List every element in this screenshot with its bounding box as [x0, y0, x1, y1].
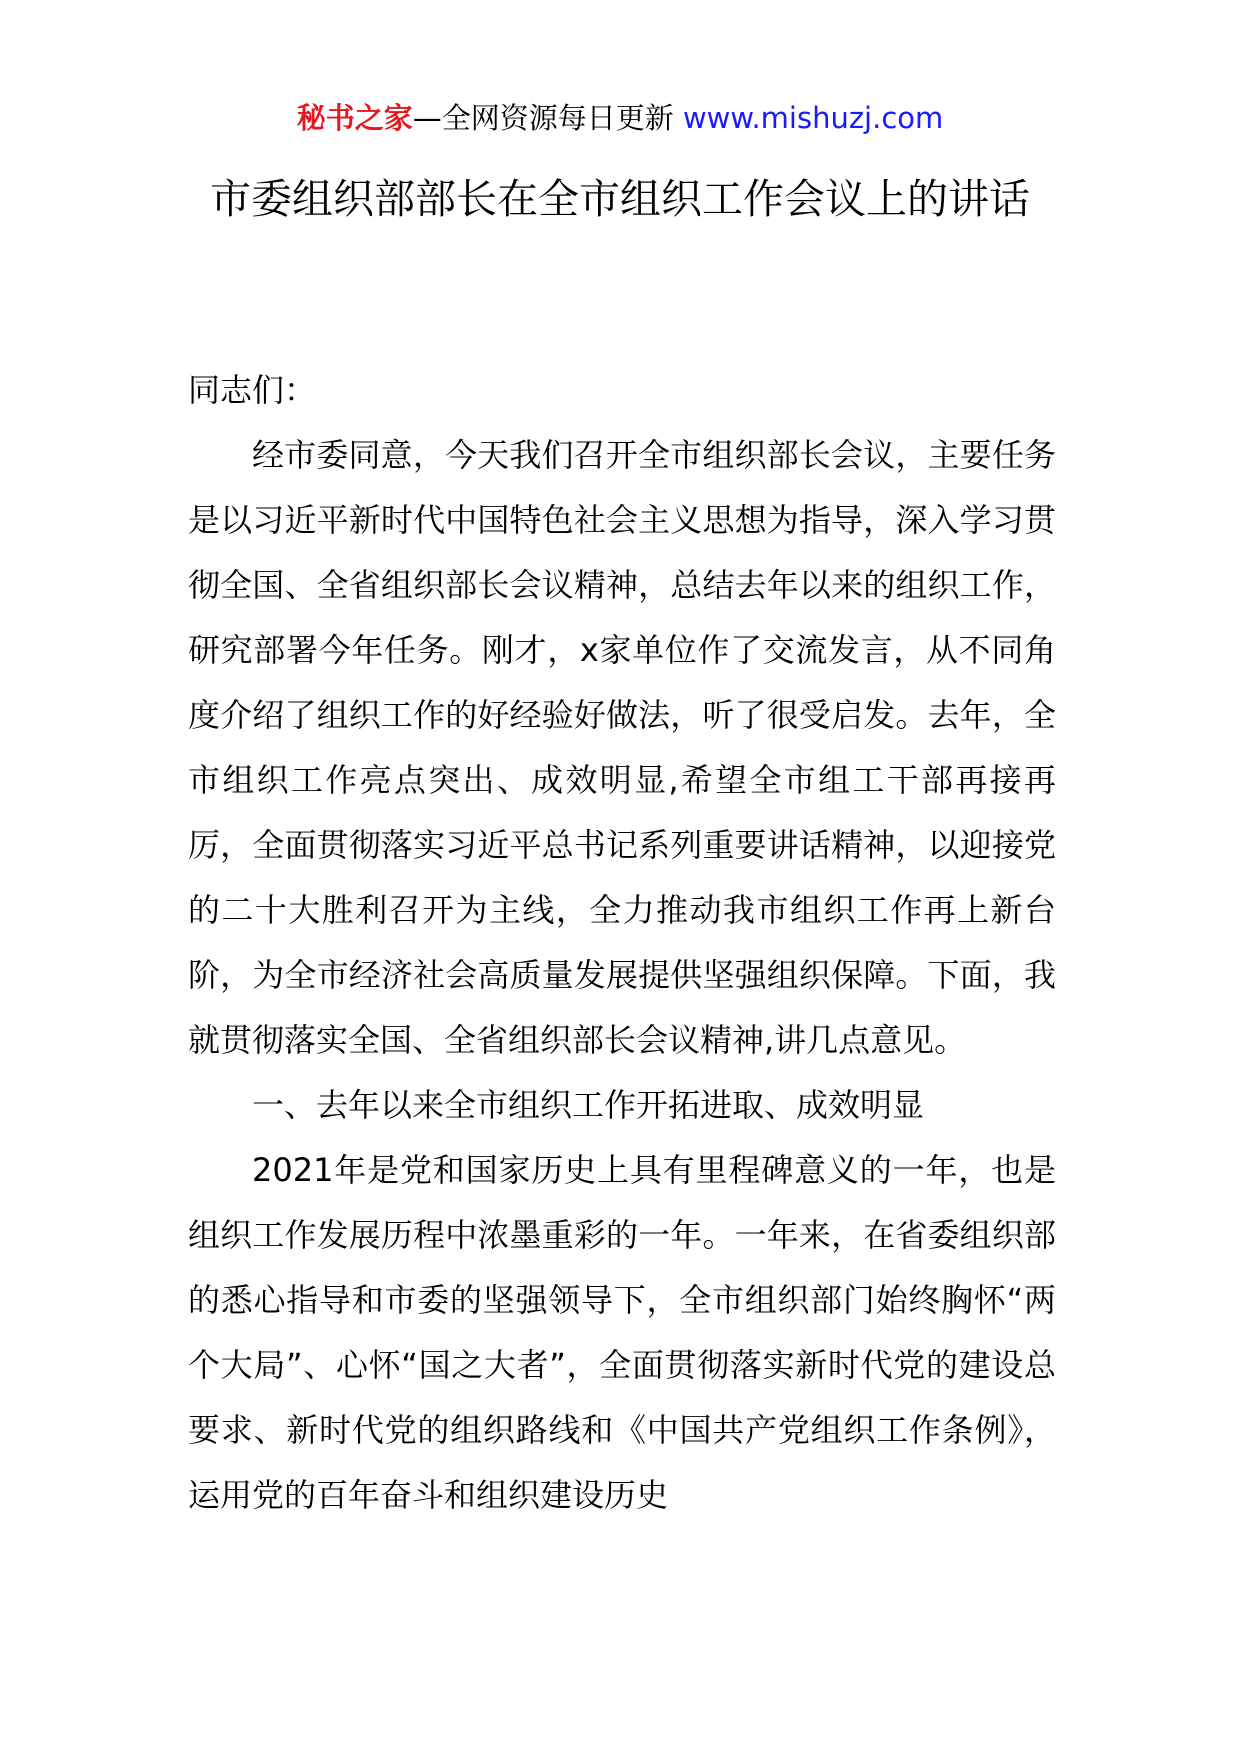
brand-name: 秘书之家: [296, 101, 413, 135]
paragraph-section-1: 2021年是党和国家历史上具有里程碑意义的一年，也是组织工作发展历程中浓墨重彩的一年。一年来，在省委组织部的悉心指导和市委的坚强领导下，全市组织部门始终胸怀“两个大局”、心怀“国之大者”，全面贯彻落实新时代党的建设总要求、新时代党的组织路线和《中国共产党组织工作条例》，运用党的百年奋斗和组织建设历史: [188, 1151, 1056, 1514]
document-body: [188, 358, 1056, 1528]
site-url-link[interactable]: www.mishuzj.com: [682, 101, 944, 135]
section-heading-1: 一、去年以来全市组织工作开拓进取、成效明显: [252, 1086, 925, 1124]
salutation: 同志们：: [188, 371, 317, 409]
document-title: 市委组织部部长在全市组织工作会议上的讲话: [210, 175, 1030, 223]
site-header: [0, 98, 1240, 138]
paragraph-intro: 经市委同意，今天我们召开全市组织部长会议，主要任务是以习近平新时代中国特色社会主义思想为指导，深入学习贯彻全国、全省组织部长会议精神，总结去年以来的组织工作，研究部署今年任务。刚才，x家单位作了交流发言，从不同角度介绍了组织工作的好经验好做法，听了很受启发。去年，全市组织工作亮点突出、成效明显,希望全市组工干部再接再厉，全面贯彻落实习近平总书记系列重要讲话精神，以迎接党的二十大胜利召开为主线，全力推动我市组织工作再上新台阶，为全市经济社会高质量发展提供坚强组织保障。下面，我就贯彻落实全国、全省组织部长会议精神,讲几点意见。: [188, 436, 1056, 1059]
header-tagline: —全网资源每日更新: [412, 101, 683, 135]
